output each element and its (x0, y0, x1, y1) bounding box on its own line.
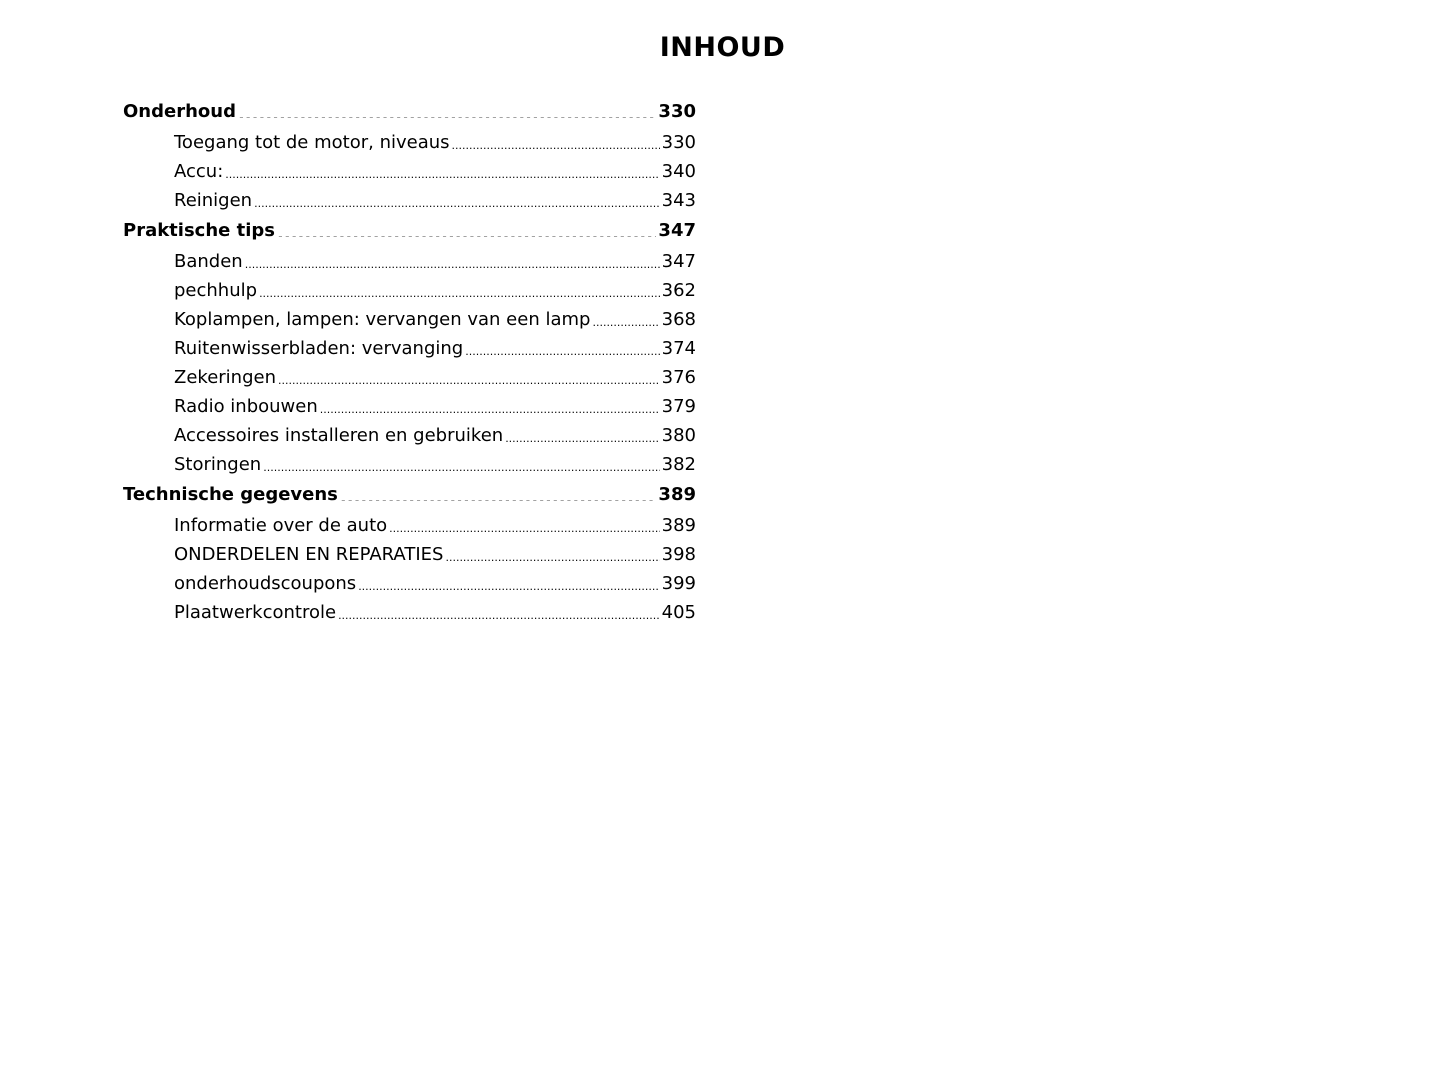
dot-leader (259, 283, 660, 301)
toc-entry-label: Accessoires installeren en gebruiken (174, 425, 504, 446)
dot-leader (592, 312, 659, 330)
toc-entry-label: ONDERDELEN EN REPARATIES (174, 544, 444, 565)
toc-page-number: 398 (661, 544, 696, 565)
toc-entry-row[interactable] (123, 276, 696, 305)
toc-entry-row[interactable] (123, 511, 696, 540)
dot-leader (278, 370, 660, 388)
toc-page-number: 330 (658, 101, 696, 122)
toc-entry-row[interactable] (123, 540, 696, 569)
toc-entry-row[interactable] (123, 186, 696, 215)
toc-entry-label: Toegang tot de motor, niveaus (174, 132, 450, 153)
dot-leader (465, 341, 659, 359)
toc-page-number: 389 (658, 484, 696, 505)
toc-heading-label: Onderhoud (123, 101, 236, 122)
toc-entry-label: Informatie over de auto (174, 515, 388, 536)
dot-leader (340, 483, 657, 501)
toc-section-technische-gegevens (123, 479, 696, 627)
toc-heading-row[interactable] (123, 96, 696, 128)
dot-leader (263, 457, 659, 475)
toc-entry-row[interactable] (123, 128, 696, 157)
toc-heading-row[interactable] (123, 479, 696, 511)
toc-page-number: 347 (661, 251, 696, 272)
toc-page-number: 399 (661, 573, 696, 594)
toc-heading-label: Technische gegevens (123, 484, 338, 505)
dot-leader (245, 254, 660, 272)
toc-entry-row[interactable] (123, 334, 696, 363)
toc-page-number: 380 (661, 425, 696, 446)
toc-entry-row[interactable] (123, 569, 696, 598)
dot-leader (338, 605, 660, 623)
toc-entry-row[interactable] (123, 157, 696, 186)
toc-entry-row[interactable] (123, 421, 696, 450)
toc-page-number: 382 (661, 454, 696, 475)
toc-entry-label: Koplampen, lampen: vervangen van een lamp (174, 309, 591, 330)
toc-page-number: 405 (661, 602, 696, 623)
toc-page-number: 374 (661, 338, 696, 359)
dot-leader (254, 193, 660, 211)
toc-section-praktische-tips (123, 215, 696, 479)
toc-entry-label: Accu: (174, 161, 224, 182)
toc-page-number: 362 (661, 280, 696, 301)
toc-page-number: 368 (661, 309, 696, 330)
dot-leader (452, 135, 660, 153)
toc-entry-label: onderhoudscoupons (174, 573, 357, 594)
dot-leader (389, 518, 659, 536)
dot-leader (445, 547, 659, 565)
toc-entry-label: Ruitenwisserbladen: vervanging (174, 338, 464, 359)
toc-page-number: 376 (661, 367, 696, 388)
toc-entry-row[interactable] (123, 598, 696, 627)
toc-page-number: 330 (661, 132, 696, 153)
toc-entry-row[interactable] (123, 450, 696, 479)
toc-entry-row[interactable] (123, 392, 696, 421)
dot-leader (505, 428, 659, 446)
toc-section-onderhoud (123, 96, 696, 215)
toc-heading-label: Praktische tips (123, 220, 276, 241)
toc-page-number: 340 (661, 161, 696, 182)
toc-entry-label: Radio inbouwen (174, 396, 318, 417)
toc-page-number: 379 (661, 396, 696, 417)
toc-page-number: 347 (658, 220, 696, 241)
page-title: INHOUD (659, 32, 786, 63)
dot-leader (238, 100, 656, 118)
toc-entry-label: pechhulp (174, 280, 258, 301)
toc-entry-row[interactable] (123, 363, 696, 392)
dot-leader (277, 219, 656, 237)
toc-entry-row[interactable] (123, 305, 696, 334)
toc-entry-label: Storingen (174, 454, 262, 475)
toc-entry-label: Banden (174, 251, 243, 272)
toc-heading-row[interactable] (123, 215, 696, 247)
dot-leader (225, 164, 659, 182)
dot-leader (358, 576, 659, 594)
toc-entry-label: Zekeringen (174, 367, 276, 388)
dot-leader (320, 399, 660, 417)
toc-entry-label: Plaatwerkcontrole (174, 602, 337, 623)
toc-page-number: 389 (661, 515, 696, 536)
toc-entry-label: Reinigen (174, 190, 253, 211)
toc-entry-row[interactable] (123, 247, 696, 276)
table-of-contents (123, 96, 696, 627)
toc-page-number: 343 (661, 190, 696, 211)
